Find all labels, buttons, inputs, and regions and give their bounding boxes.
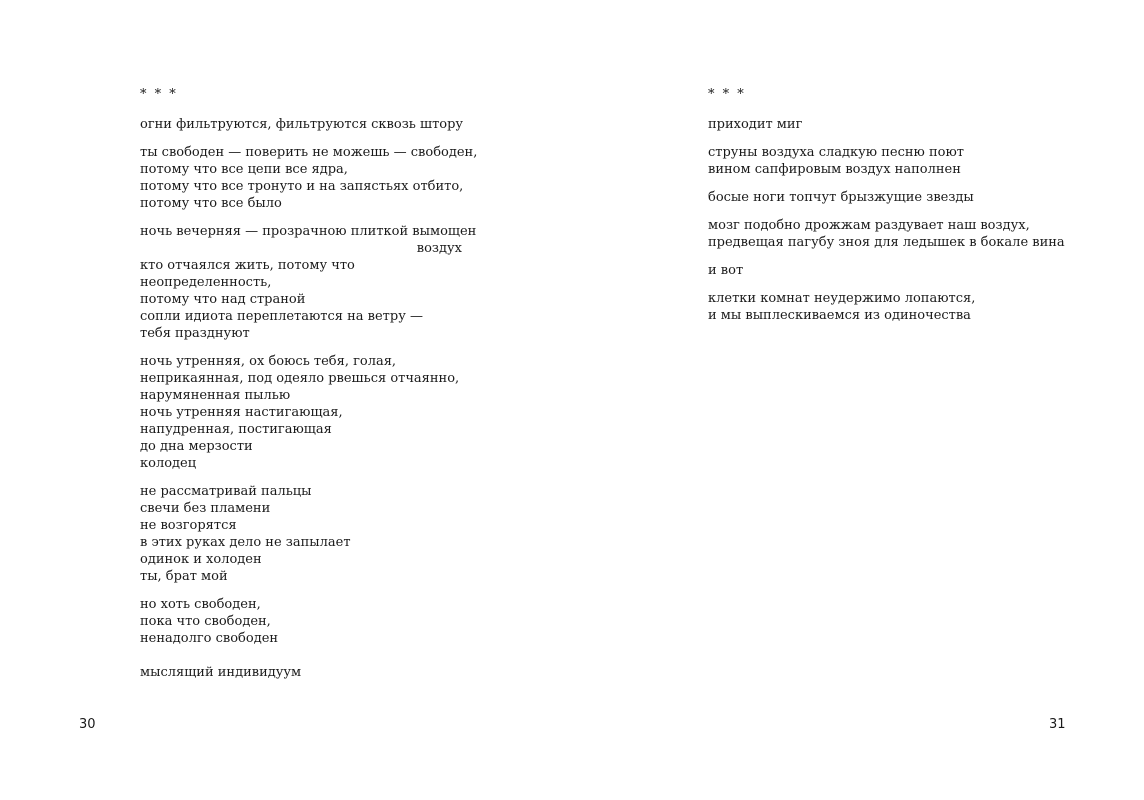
stanza	[708, 217, 1088, 251]
stanza	[708, 144, 1088, 178]
poem-line: потому что все тронуто и на запястьях отбито,	[140, 179, 464, 194]
section-separator: * * *	[140, 87, 178, 102]
poem-line: предвещая пагубу зноя для ледышек в бокале вина	[708, 235, 1065, 250]
poem-line: воздух	[416, 241, 462, 256]
poem-line: клетки комнат неудержимо лопаются,	[708, 291, 976, 306]
stanza	[140, 116, 480, 133]
stanza	[140, 664, 480, 681]
poem-line: пока что свободен,	[140, 614, 271, 629]
poem-line: свечи без пламени	[140, 501, 271, 516]
poem-line: ночь утренняя, ох боюсь тебя, голая,	[140, 354, 397, 369]
poem-line: кто отчаялся жить, потому что	[140, 258, 355, 273]
poem-line: колодец	[140, 456, 197, 471]
poem-line: ночь утренняя настигающая,	[140, 405, 343, 420]
left-poem	[140, 86, 480, 692]
poem-line: мозг подобно дрожжам раздувает наш воздух,	[708, 218, 1030, 233]
poem-line: ненадолго свободен	[140, 631, 279, 646]
poem-line: неопределенность,	[140, 275, 272, 290]
poem-line: нарумяненная пылью	[140, 388, 291, 403]
poem-line: не рассматривай пальцы	[140, 484, 312, 499]
poem-line: босые ноги топчут брызжущие звезды	[708, 190, 974, 205]
right-poem	[708, 86, 1088, 335]
poem-line: струны воздуха сладкую песню поют	[708, 145, 964, 160]
poem-line: мыслящий индивидуум	[140, 665, 302, 680]
stanza	[140, 223, 480, 342]
stanza	[708, 262, 1088, 279]
poem-line: ты, брат мой	[140, 569, 228, 584]
section-separator: * * *	[708, 87, 746, 102]
page-number: 30	[79, 717, 96, 732]
poem-line: тебя празднуют	[140, 326, 250, 341]
poem-line: сопли идиота переплетаются на ветру —	[140, 309, 423, 324]
poem-line: потому что все цепи все ядра,	[140, 162, 348, 177]
poem-line: потому что все было	[140, 196, 282, 211]
right-page	[572, 0, 1144, 800]
stanza	[708, 290, 1088, 324]
page-number: 31	[1049, 717, 1066, 732]
stanza	[140, 144, 480, 212]
poem-line: приходит миг	[708, 117, 803, 132]
poem-line: потому что над страной	[140, 292, 306, 307]
poem-line: и мы выплескиваемся из одиночества	[708, 308, 971, 323]
poem-line: неприкаянная, под одеяло рвешься отчаянно,	[140, 371, 460, 386]
stanza	[708, 116, 1088, 133]
stanza	[140, 483, 480, 585]
poem-line: напудренная, постигающая	[140, 422, 332, 437]
poem-line: в этих руках дело не запылает	[140, 535, 351, 550]
stanza	[140, 596, 480, 647]
poem-line: но хоть свободен,	[140, 597, 261, 612]
poem-line: огни фильтруются, фильтруются сквозь штору	[140, 117, 464, 132]
stanza	[140, 353, 480, 472]
poem-line: вином сапфировым воздух наполнен	[708, 162, 961, 177]
poem-line: одинок и холоден	[140, 552, 262, 567]
poem-line: и вот	[708, 263, 744, 278]
poem-line: ты свободен — поверить не можешь — свободен,	[140, 145, 478, 160]
poem-line: ночь вечерняя — прозрачною плиткой вымощен	[140, 224, 477, 239]
poem-line: до дна мерзости	[140, 439, 253, 454]
poem-line: не возгорятся	[140, 518, 237, 533]
stanza	[708, 189, 1088, 206]
